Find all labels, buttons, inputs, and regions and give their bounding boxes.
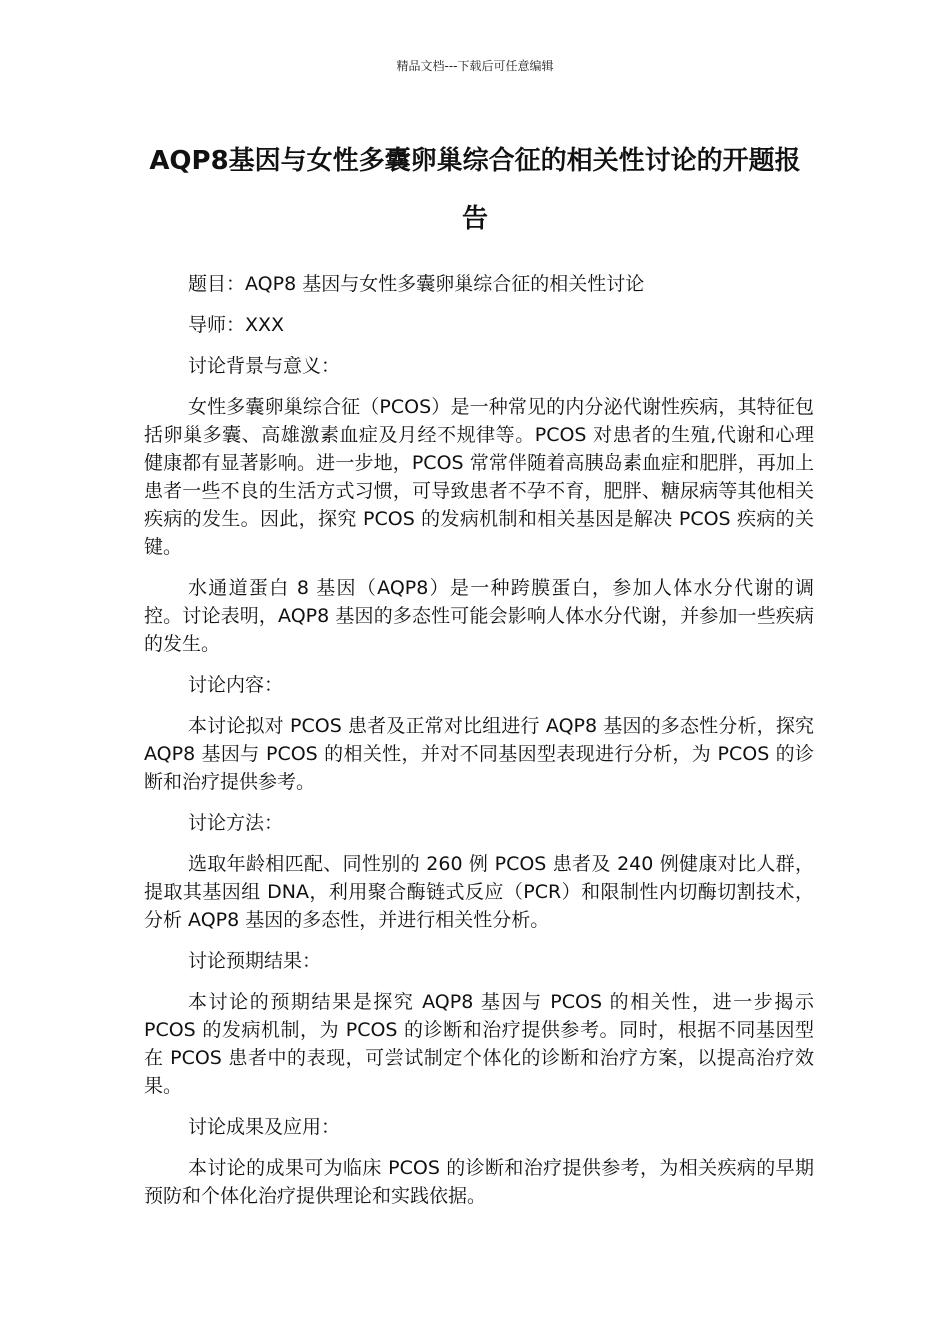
document-body — [144, 270, 814, 1223]
header-note: 精品文档---下载后可任意编辑 — [396, 59, 554, 73]
section-heading-background: 讨论背景与意义： — [188, 355, 341, 377]
background-paragraph-1: 女性多囊卵巢综合征（PCOS）是一种常见的内分泌代谢性疾病，其特征包括卵巢多囊、高雄激素血症及月经不规律等。PCOS 对患者的生殖,代谢和心理健康都有显著影响。进一步地，PCOS 常常伴随着高胰岛素血症和肥胖，再加上患者一些不良的生活方式习惯，可导致患者不孕不育，肥胖、糖尿病等其他相关疾病的发生。因此，探究 PCOS 的发病机制和相关基因是解决 PCOS 疾病的关键。 — [144, 396, 814, 558]
background-paragraph-2: 水通道蛋白 8 基因（AQP8）是一种跨膜蛋白，参加人体水分代谢的调控。讨论表明，AQP8 基因的多态性可能会影响人体水分代谢，并参加一些疾病的发生。 — [144, 577, 814, 655]
document-title: AQP8基因与女性多囊卵巢综合征的相关性讨论的开题报告 — [149, 146, 801, 234]
section-heading-expected-results: 讨论预期结果： — [188, 950, 322, 972]
section-heading-content: 讨论内容： — [188, 674, 284, 696]
methods-paragraph: 选取年龄相匹配、同性别的 260 例 PCOS 患者及 240 例健康对比人群，提取其基因组 DNA，利用聚合酶链式反应（PCR）和限制性内切酶切割技术，分析 AQP8 基因的多态性，并进行相关性分析。 — [144, 853, 814, 931]
outcomes-paragraph: 本讨论的成果可为临床 PCOS 的诊断和治疗提供参考，为相关疾病的早期预防和个体化治疗提供理论和实践依据。 — [144, 1157, 814, 1207]
content-paragraph: 本讨论拟对 PCOS 患者及正常对比组进行 AQP8 基因的多态性分析，探究 AQP8 基因与 PCOS 的相关性，并对不同基因型表现进行分析，为 PCOS 的诊断和治疗提供参考。 — [144, 715, 814, 793]
section-heading-outcomes: 讨论成果及应用： — [188, 1116, 341, 1138]
topic-line: 题目：AQP8 基因与女性多囊卵巢综合征的相关性讨论 — [188, 273, 645, 295]
advisor-line: 导师：XXX — [188, 314, 285, 336]
expected-results-paragraph: 本讨论的预期结果是探究 AQP8 基因与 PCOS 的相关性，进一步揭示 PCOS 的发病机制，为 PCOS 的诊断和治疗提供参考。同时，根据不同基因型在 PCOS 患者中的表现，可尝试制定个体化的诊断和治疗方案，以提高治疗效果。 — [144, 991, 814, 1097]
section-heading-methods: 讨论方法： — [188, 812, 284, 834]
